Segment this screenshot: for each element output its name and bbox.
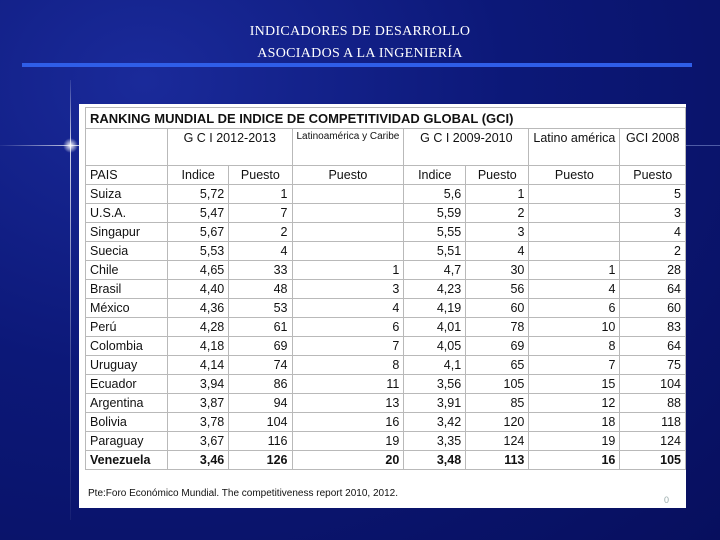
cell-country: Singapur xyxy=(86,223,168,242)
cell-index-2012: 4,40 xyxy=(168,280,229,299)
cell-rank-2008: 118 xyxy=(620,413,686,432)
table-row xyxy=(86,394,686,413)
cell-rank-2012: 126 xyxy=(229,451,292,470)
cell-country: Chile xyxy=(86,261,168,280)
cell-index-2009: 5,51 xyxy=(404,242,466,261)
cell-rank-2009: 4 xyxy=(466,242,529,261)
cell-rank-2012: 33 xyxy=(229,261,292,280)
cell-country: Argentina xyxy=(86,394,168,413)
cell-latam-rank-2012: 6 xyxy=(292,318,404,337)
cell-latam-rank-2009: 18 xyxy=(529,413,620,432)
cell-latam-rank-2009 xyxy=(529,223,620,242)
group-header-latam-2009: Latino américa xyxy=(529,129,620,166)
cell-country: Colombia xyxy=(86,337,168,356)
cell-rank-2008: 2 xyxy=(620,242,686,261)
cell-latam-rank-2009: 1 xyxy=(529,261,620,280)
cell-latam-rank-2012: 7 xyxy=(292,337,404,356)
table-row xyxy=(86,280,686,299)
cell-index-2012: 4,28 xyxy=(168,318,229,337)
cell-country: Ecuador xyxy=(86,375,168,394)
group-header-empty xyxy=(86,129,168,166)
cell-latam-rank-2012 xyxy=(292,242,404,261)
cell-latam-rank-2012: 1 xyxy=(292,261,404,280)
cell-latam-rank-2012: 16 xyxy=(292,413,404,432)
table-panel xyxy=(79,104,686,508)
cell-index-2009: 4,05 xyxy=(404,337,466,356)
cell-rank-2008: 124 xyxy=(620,432,686,451)
cell-latam-rank-2012: 11 xyxy=(292,375,404,394)
cell-index-2012: 4,18 xyxy=(168,337,229,356)
cell-index-2009: 4,7 xyxy=(404,261,466,280)
cell-rank-2009: 113 xyxy=(466,451,529,470)
cell-latam-rank-2009 xyxy=(529,185,620,204)
title-divider-rule xyxy=(22,63,692,67)
cell-rank-2012: 116 xyxy=(229,432,292,451)
column-header-row xyxy=(86,166,686,185)
cell-rank-2012: 104 xyxy=(229,413,292,432)
cell-latam-rank-2009: 4 xyxy=(529,280,620,299)
cell-latam-rank-2012: 8 xyxy=(292,356,404,375)
cell-latam-rank-2012 xyxy=(292,185,404,204)
cell-rank-2008: 5 xyxy=(620,185,686,204)
column-header: Indice xyxy=(404,166,466,185)
cell-rank-2012: 48 xyxy=(229,280,292,299)
cell-rank-2009: 60 xyxy=(466,299,529,318)
cell-latam-rank-2009: 15 xyxy=(529,375,620,394)
cell-index-2009: 4,01 xyxy=(404,318,466,337)
slide-title-line-2: ASOCIADOS A LA INGENIERÍA xyxy=(257,46,463,61)
cell-country: Venezuela xyxy=(86,451,168,470)
cell-rank-2009: 85 xyxy=(466,394,529,413)
cell-rank-2009: 69 xyxy=(466,337,529,356)
cell-rank-2009: 65 xyxy=(466,356,529,375)
cell-rank-2012: 7 xyxy=(229,204,292,223)
table-row xyxy=(86,223,686,242)
cell-latam-rank-2009 xyxy=(529,204,620,223)
table-row xyxy=(86,451,686,470)
cell-index-2012: 3,78 xyxy=(168,413,229,432)
column-header: Puesto xyxy=(292,166,404,185)
cell-index-2009: 5,6 xyxy=(404,185,466,204)
cell-latam-rank-2009: 16 xyxy=(529,451,620,470)
cell-country: Perú xyxy=(86,318,168,337)
table-row xyxy=(86,185,686,204)
cell-latam-rank-2009: 12 xyxy=(529,394,620,413)
cell-index-2012: 4,36 xyxy=(168,299,229,318)
cell-rank-2009: 1 xyxy=(466,185,529,204)
cell-rank-2012: 86 xyxy=(229,375,292,394)
table-row xyxy=(86,432,686,451)
cell-index-2012: 3,46 xyxy=(168,451,229,470)
cell-rank-2008: 28 xyxy=(620,261,686,280)
cell-index-2012: 4,65 xyxy=(168,261,229,280)
cell-rank-2009: 56 xyxy=(466,280,529,299)
cell-index-2012: 5,53 xyxy=(168,242,229,261)
cell-rank-2008: 105 xyxy=(620,451,686,470)
cell-rank-2008: 60 xyxy=(620,299,686,318)
cell-country: Suecia xyxy=(86,242,168,261)
cell-index-2009: 3,48 xyxy=(404,451,466,470)
cell-latam-rank-2012: 13 xyxy=(292,394,404,413)
table-row xyxy=(86,261,686,280)
cell-index-2009: 4,23 xyxy=(404,280,466,299)
cell-rank-2008: 3 xyxy=(620,204,686,223)
cell-latam-rank-2009: 7 xyxy=(529,356,620,375)
cell-rank-2012: 4 xyxy=(229,242,292,261)
table-row xyxy=(86,318,686,337)
cell-index-2009: 3,35 xyxy=(404,432,466,451)
table-row xyxy=(86,337,686,356)
cell-rank-2008: 83 xyxy=(620,318,686,337)
cell-latam-rank-2012: 3 xyxy=(292,280,404,299)
cell-rank-2008: 104 xyxy=(620,375,686,394)
cell-index-2009: 4,1 xyxy=(404,356,466,375)
cell-index-2012: 5,67 xyxy=(168,223,229,242)
cell-rank-2008: 4 xyxy=(620,223,686,242)
group-header-gci-2008: GCI 2008 xyxy=(620,129,686,166)
cell-rank-2009: 2 xyxy=(466,204,529,223)
cell-index-2012: 5,72 xyxy=(168,185,229,204)
cell-latam-rank-2012 xyxy=(292,204,404,223)
cell-latam-rank-2012: 19 xyxy=(292,432,404,451)
column-header: PAIS xyxy=(86,166,168,185)
cell-index-2012: 3,87 xyxy=(168,394,229,413)
page-mark: 0 xyxy=(664,495,670,505)
cell-latam-rank-2009 xyxy=(529,242,620,261)
table-row xyxy=(86,413,686,432)
cell-index-2009: 3,42 xyxy=(404,413,466,432)
cell-rank-2012: 69 xyxy=(229,337,292,356)
cell-index-2009: 4,19 xyxy=(404,299,466,318)
group-header-gci-2012: G C I 2012-2013 xyxy=(168,129,292,166)
table-row xyxy=(86,242,686,261)
cell-rank-2008: 88 xyxy=(620,394,686,413)
cell-latam-rank-2012 xyxy=(292,223,404,242)
cell-rank-2012: 94 xyxy=(229,394,292,413)
table-body xyxy=(86,185,686,470)
cell-rank-2012: 1 xyxy=(229,185,292,204)
table-title: RANKING MUNDIAL DE INDICE DE COMPETITIVIDAD GLOBAL (GCI) xyxy=(86,108,686,129)
cell-latam-rank-2012: 20 xyxy=(292,451,404,470)
decorative-sparkle xyxy=(63,138,78,153)
cell-rank-2012: 53 xyxy=(229,299,292,318)
cell-rank-2009: 105 xyxy=(466,375,529,394)
cell-rank-2009: 120 xyxy=(466,413,529,432)
gci-ranking-table xyxy=(85,107,686,470)
column-header: Puesto xyxy=(229,166,292,185)
table-row xyxy=(86,299,686,318)
cell-rank-2012: 61 xyxy=(229,318,292,337)
table-row xyxy=(86,375,686,394)
column-header: Puesto xyxy=(620,166,686,185)
cell-latam-rank-2009: 6 xyxy=(529,299,620,318)
cell-rank-2009: 30 xyxy=(466,261,529,280)
cell-index-2012: 5,47 xyxy=(168,204,229,223)
cell-latam-rank-2009: 19 xyxy=(529,432,620,451)
cell-rank-2008: 75 xyxy=(620,356,686,375)
cell-country: U.S.A. xyxy=(86,204,168,223)
cell-latam-rank-2009: 10 xyxy=(529,318,620,337)
cell-rank-2009: 124 xyxy=(466,432,529,451)
cell-rank-2009: 3 xyxy=(466,223,529,242)
cell-index-2009: 5,55 xyxy=(404,223,466,242)
cell-rank-2012: 74 xyxy=(229,356,292,375)
cell-latam-rank-2009: 8 xyxy=(529,337,620,356)
cell-country: Paraguay xyxy=(86,432,168,451)
cell-index-2009: 3,91 xyxy=(404,394,466,413)
cell-country: Brasil xyxy=(86,280,168,299)
cell-country: Bolivia xyxy=(86,413,168,432)
slide-title-line-1: INDICADORES DE DESARROLLO xyxy=(249,24,471,39)
cell-index-2012: 3,94 xyxy=(168,375,229,394)
cell-rank-2008: 64 xyxy=(620,280,686,299)
group-header-gci-2009: G C I 2009-2010 xyxy=(404,129,529,166)
table-row xyxy=(86,356,686,375)
column-header: Indice xyxy=(168,166,229,185)
cell-index-2009: 5,59 xyxy=(404,204,466,223)
cell-rank-2008: 64 xyxy=(620,337,686,356)
cell-country: México xyxy=(86,299,168,318)
cell-latam-rank-2012: 4 xyxy=(292,299,404,318)
cell-country: Suiza xyxy=(86,185,168,204)
column-header: Puesto xyxy=(529,166,620,185)
cell-rank-2012: 2 xyxy=(229,223,292,242)
table-row xyxy=(86,204,686,223)
group-header-latam-2012: Latinoamérica y Caribe xyxy=(292,129,404,166)
cell-index-2012: 4,14 xyxy=(168,356,229,375)
cell-index-2009: 3,56 xyxy=(404,375,466,394)
source-footnote: Pte:Foro Económico Mundial. The competitiveness report 2010, 2012. xyxy=(88,488,398,499)
cell-country: Uruguay xyxy=(86,356,168,375)
cell-rank-2009: 78 xyxy=(466,318,529,337)
cell-index-2012: 3,67 xyxy=(168,432,229,451)
column-header: Puesto xyxy=(466,166,529,185)
